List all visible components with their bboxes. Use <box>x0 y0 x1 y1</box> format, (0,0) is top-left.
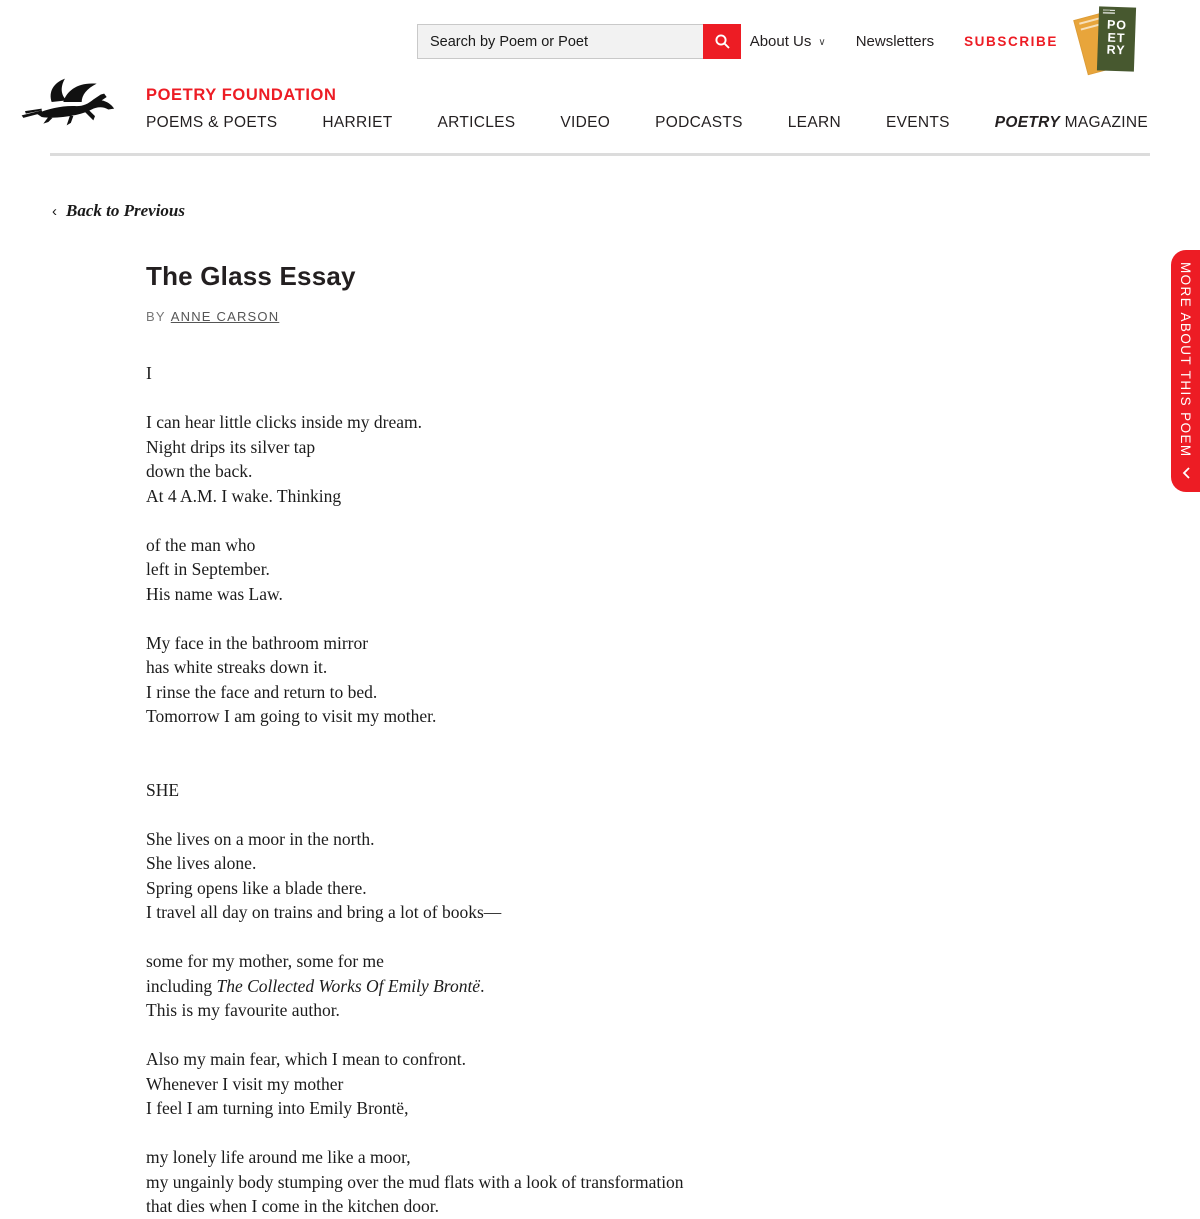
poem-line: SHE <box>146 779 180 800</box>
poem-stanza <box>146 1047 1080 1121</box>
poem-line: At 4 A.M. I wake. Thinking <box>146 485 342 506</box>
poem-line: She lives on a moor in the north. <box>146 828 375 849</box>
poem-line: Night drips its silver tap <box>146 436 316 457</box>
poem-line: that dies when I come in the kitchen door. <box>146 1196 440 1217</box>
about-us-menu[interactable] <box>750 33 826 50</box>
poem-line: I feel I am turning into Emily Brontë, <box>146 1098 409 1119</box>
poem-stanza <box>146 827 1080 925</box>
nav-item-events[interactable]: EVENTS <box>885 114 950 131</box>
poem-stanza <box>146 1145 1080 1219</box>
subscribe-link[interactable]: SUBSCRIBE <box>964 34 1058 49</box>
nav-item-poetry-magazine[interactable]: POETRY MAGAZINE <box>994 114 1148 131</box>
byline <box>146 309 1080 324</box>
author-link[interactable]: ANNE CARSON <box>170 309 280 325</box>
chevron-icon <box>1181 466 1191 480</box>
chevron-left-icon: ‹ <box>52 202 57 220</box>
nav-item-learn[interactable]: LEARN <box>787 114 841 131</box>
poem-stanza <box>146 631 1080 729</box>
poem-line: I <box>146 363 152 384</box>
primary-nav <box>146 114 1148 132</box>
header-divider <box>50 153 1150 156</box>
search-input[interactable] <box>417 24 703 59</box>
poem-line: She lives alone. <box>146 853 257 874</box>
by-label: BY <box>146 309 166 325</box>
poem-line: I can hear little clicks inside my dream. <box>146 412 423 433</box>
search-group <box>417 24 741 59</box>
more-about-this-poem-tab[interactable] <box>1171 250 1200 492</box>
magazine-cover-letters: RY <box>1106 42 1126 58</box>
magazine-cover-front <box>1097 6 1136 71</box>
poem-line: of the man who <box>146 534 256 555</box>
back-to-previous-link[interactable] <box>52 201 185 221</box>
nav-item-poems-poets[interactable]: POEMS & POETS <box>146 114 278 131</box>
search-button[interactable] <box>703 24 741 59</box>
nav-item-articles[interactable]: ARTICLES <box>437 114 516 131</box>
poem-line: This is my favourite author. <box>146 1000 340 1021</box>
top-bar <box>0 0 1200 82</box>
nav-item-video[interactable]: VIDEO <box>560 114 611 131</box>
about-us-label: About Us <box>749 33 812 50</box>
poem-line: My face in the bathroom mirror <box>146 632 369 653</box>
poem-page <box>146 261 1200 1219</box>
poem-line: has white streaks down it. <box>146 657 328 678</box>
poem-title: The Glass Essay <box>146 261 356 291</box>
site-header <box>0 76 1200 138</box>
poem-stanza <box>146 410 1080 508</box>
nav-item-harriet[interactable]: HARRIET <box>322 114 393 131</box>
newsletters-link[interactable]: Newsletters <box>855 33 935 50</box>
poem-line: Tomorrow I am going to visit my mother. <box>146 706 437 727</box>
poem-stanza <box>146 533 1080 607</box>
poem-line: His name was Law. <box>146 583 283 604</box>
search-icon <box>714 33 731 50</box>
poem-line: down the back. <box>146 461 253 482</box>
poetry-magazine-cover-logo[interactable] <box>1080 6 1138 78</box>
back-link-label: Back to Previous <box>66 201 185 220</box>
poem-body <box>146 361 1080 1219</box>
magazine-cover-letters: PO <box>1106 17 1128 33</box>
poem-line: Also my main fear, which I mean to confront. <box>146 1049 467 1070</box>
poem-line: some for my mother, some for me <box>146 951 384 972</box>
poem-line: including The Collected Works Of Emily Brontë. <box>146 975 485 996</box>
brand-wordmark[interactable]: POETRY FOUNDATION <box>146 86 337 104</box>
poem-line: I travel all day on trains and bring a lot of books— <box>146 902 502 923</box>
poem-line: my ungainly body stumping over the mud flats with a look of transformation <box>146 1171 684 1192</box>
magazine-cover-letters: ET <box>1107 30 1126 45</box>
poem-stanza <box>146 949 1080 1023</box>
poem-line: Spring opens like a blade there. <box>146 877 367 898</box>
poem-line: left in September. <box>146 559 270 580</box>
more-tab-label: MORE ABOUT THIS POEM <box>1178 261 1193 458</box>
poem-line: I rinse the face and return to bed. <box>146 681 378 702</box>
pegasus-logo-icon[interactable] <box>20 76 120 138</box>
top-links <box>750 24 1058 59</box>
nav-item-podcasts[interactable]: PODCASTS <box>655 114 743 131</box>
poem-line: Whenever I visit my mother <box>146 1073 344 1094</box>
chevron-down-icon: ∨ <box>818 37 826 48</box>
poem-section-label <box>146 778 1080 803</box>
poem-section-label <box>146 361 1080 386</box>
poem-line: my lonely life around me like a moor, <box>146 1147 411 1168</box>
